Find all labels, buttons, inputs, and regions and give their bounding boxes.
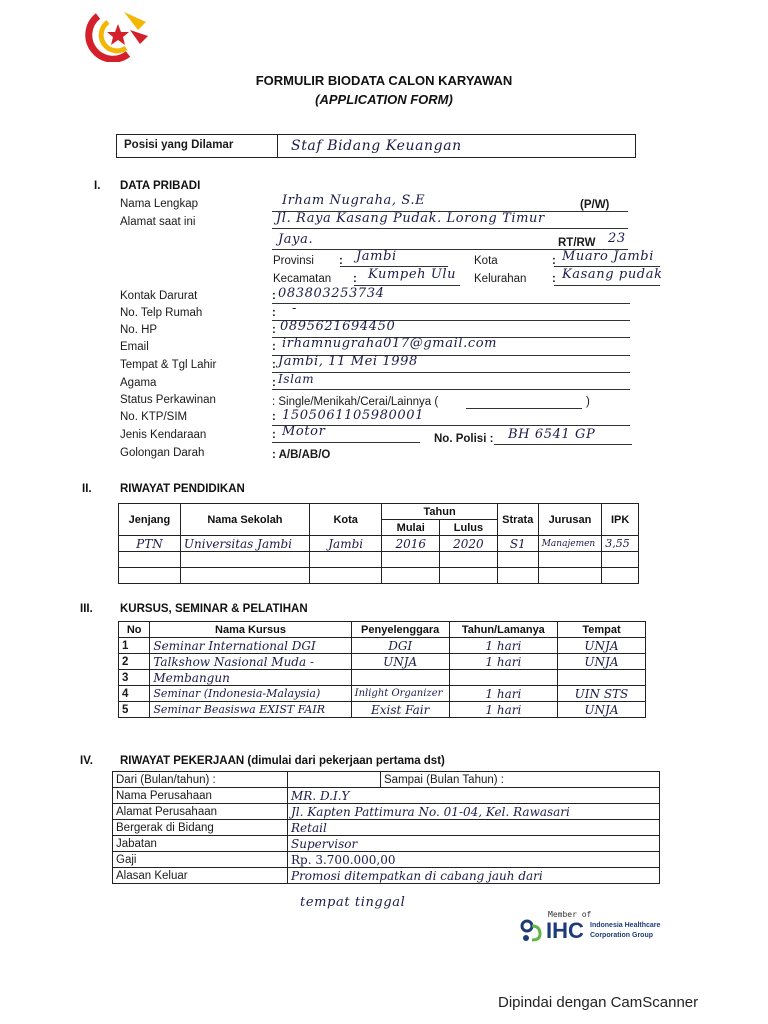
birth-value[interactable]: Jambi, 11 Mei 1998: [278, 354, 418, 369]
section-3-heading: KURSUS, SEMINAR & PELATIHAN: [120, 603, 308, 615]
col-penyelenggara: Penyelenggara: [351, 622, 449, 638]
reason-continuation[interactable]: tempat tinggal: [300, 895, 406, 910]
education-table: [118, 503, 639, 584]
course-table: [118, 621, 646, 718]
table-row: 3 Membangun: [119, 670, 646, 686]
position-label: Posisi yang Dilamar: [124, 139, 234, 151]
address-line-1[interactable]: Jl. Raya Kasang Pudak. Lorong Timur: [276, 211, 545, 226]
col-strata: Strata: [497, 504, 538, 536]
table-row: Nama Perusahaan MR. D.I.Y: [113, 788, 660, 804]
employment-table: [112, 771, 660, 884]
table-row: 4 Seminar (Indonesia-Malaysia) Inlight Organizer 1 hari UIN STS: [119, 686, 646, 702]
form-title: FORMULIR BIODATA CALON KARYAWAN: [255, 73, 513, 88]
section-2-number: II.: [82, 483, 92, 495]
until-label[interactable]: Sampai (Bulan Tahun) :: [381, 772, 660, 788]
col-jenjang: Jenjang: [119, 504, 181, 536]
mobile-label: No. HP: [120, 324, 158, 336]
address-label: Alamat saat ini: [120, 216, 196, 228]
company-logo-icon: [68, 8, 152, 62]
table-row: Bergerak di Bidang Retail: [113, 820, 660, 836]
table-row: [119, 568, 639, 584]
plate-label: No. Polisi :: [434, 433, 494, 445]
scanner-watermark: Dipindai dengan CamScanner: [498, 994, 699, 1011]
email-value[interactable]: irhamnugraha017@gmail.com: [282, 336, 498, 351]
subdistrict-label: Kelurahan: [474, 273, 527, 285]
section-2-heading: RIWAYAT PENDIDIKAN: [120, 483, 245, 495]
table-row: [119, 552, 639, 568]
section-4-heading: RIWAYAT PEKERJAAN (dimulai dari pekerjaan pertama dst): [120, 755, 445, 767]
section-1-number: I.: [94, 180, 101, 192]
table-row: Jabatan Supervisor: [113, 836, 660, 852]
table-row: 2 Talkshow Nasional Muda - UNJA 1 hari UNJA: [119, 654, 646, 670]
col-kota: Kota: [309, 504, 381, 536]
table-row: Gaji Rp. 3.700.000,00: [113, 852, 660, 868]
district-value[interactable]: Kumpeh Ulu: [368, 267, 457, 282]
district-label: Kecamatan: [273, 273, 332, 285]
from-label[interactable]: Dari (Bulan/tahun) :: [113, 772, 288, 788]
col-ipk: IPK: [602, 504, 639, 536]
col-jurusan: Jurusan: [538, 504, 602, 536]
ihc-emblem-icon: [518, 918, 546, 944]
marital-label: Status Perkawinan: [120, 394, 216, 406]
emergency-contact-label: Kontak Darurat: [120, 290, 198, 302]
province-value[interactable]: Jambi: [356, 249, 397, 264]
blood-options[interactable]: : A/B/AB/O: [272, 449, 331, 461]
rtrw-label: RT/RW: [558, 237, 596, 249]
ihc-line-1: Indonesia Healthcare: [590, 922, 661, 929]
table-row: PTN Universitas Jambi Jambi 2016 2020 S1 Manajemen 3,55: [119, 536, 639, 552]
blood-label: Golongan Darah: [120, 447, 205, 459]
table-row: Alamat Perusahaan Jl. Kapten Pattimura No. 01-04, Kel. Rawasari: [113, 804, 660, 820]
id-value[interactable]: 1505061105980001: [282, 408, 424, 423]
col-tahun-lamanya: Tahun/Lamanya: [449, 622, 557, 638]
religion-value[interactable]: Islam: [278, 372, 315, 386]
table-row: Alasan Keluar Promosi ditempatkan di cabang jauh dari: [113, 868, 660, 884]
vehicle-label: Jenis Kendaraan: [120, 429, 207, 441]
col-sekolah: Nama Sekolah: [180, 504, 309, 536]
form-subtitle: (APPLICATION FORM): [315, 92, 453, 107]
religion-label: Agama: [120, 377, 157, 389]
position-box: [116, 134, 636, 158]
gender-label: (P/W): [580, 199, 610, 211]
section-1-heading: DATA PRIBADI: [120, 180, 201, 192]
home-phone-label: No. Telp Rumah: [120, 307, 203, 319]
vehicle-value[interactable]: Motor: [282, 424, 326, 439]
section-4-number: IV.: [80, 755, 94, 767]
name-label: Nama Lengkap: [120, 198, 198, 210]
city-value[interactable]: Muaro Jambi: [562, 249, 654, 264]
subdistrict-value[interactable]: Kasang pudak: [562, 267, 663, 282]
mobile-value[interactable]: 0895621694450: [280, 319, 396, 334]
plate-value[interactable]: BH 6541 GP: [508, 427, 596, 442]
member-of-text: Member of: [548, 910, 592, 919]
col-nama-kursus: Nama Kursus: [150, 622, 351, 638]
table-row: 5 Seminar Beasiswa EXIST FAIR Exist Fair 1 hari UNJA: [119, 702, 646, 718]
name-value[interactable]: Irham Nugraha, S.E: [282, 193, 426, 208]
id-label: No. KTP/SIM: [120, 411, 188, 423]
col-lulus: Lulus: [440, 520, 498, 536]
table-row: 1 Seminar International DGI DGI 1 hari UNJA: [119, 638, 646, 654]
section-3-number: III.: [80, 603, 93, 615]
col-tahun: Tahun: [382, 504, 497, 520]
home-phone-value[interactable]: -: [292, 301, 297, 316]
col-tempat: Tempat: [557, 622, 645, 638]
province-label: Provinsi: [273, 255, 314, 267]
marital-options[interactable]: : Single/Menikah/Cerai/Lainnya (: [272, 396, 439, 408]
ihc-abbr: IHC: [546, 918, 584, 943]
birth-label: Tempat & Tgl Lahir: [120, 359, 217, 371]
col-no: No: [119, 622, 150, 638]
address-line-2[interactable]: Jaya.: [278, 232, 314, 247]
ihc-line-2: Corporation Group: [590, 932, 653, 939]
emergency-contact-value[interactable]: 083803253734: [278, 286, 385, 301]
position-value[interactable]: Staf Bidang Keuangan: [291, 138, 462, 154]
col-mulai: Mulai: [382, 520, 440, 536]
rtrw-value[interactable]: 23: [608, 231, 626, 246]
city-label: Kota: [474, 255, 498, 267]
email-label: Email: [120, 341, 149, 353]
